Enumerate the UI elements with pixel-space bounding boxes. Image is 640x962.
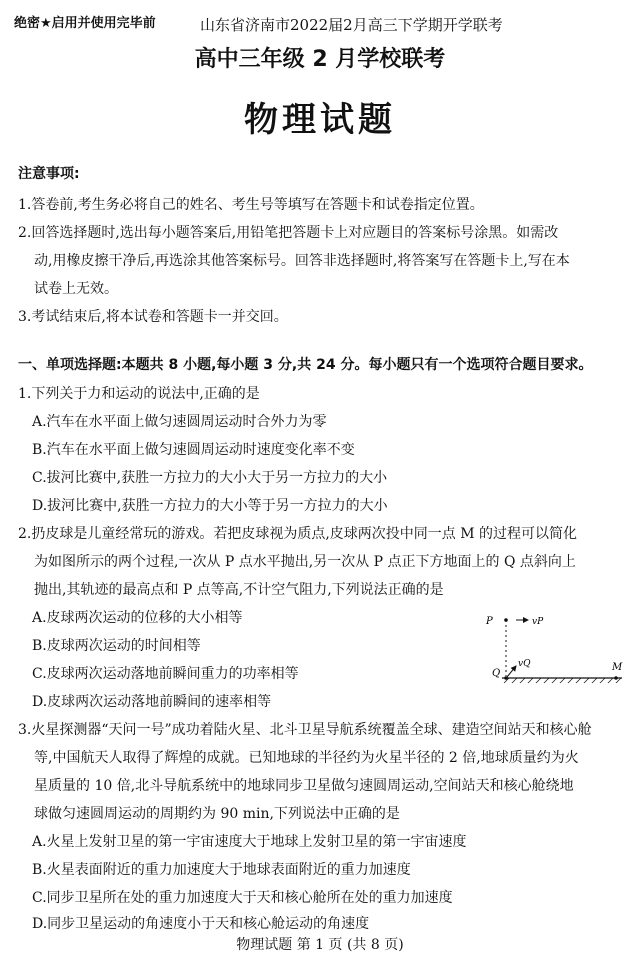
q3-stem-line: 3.火星探测器“天问一号”成功着陆火星、北斗卫星导航系统覆盖全球、建造空间站天和核心舱 <box>18 722 592 738</box>
q2-stem-line: 抛出,其轨迹的最高点和 P 点等高,不计空气阻力,下列说法正确的是 <box>34 582 444 598</box>
point-p <box>504 618 508 622</box>
notice-line: 2.回答选择题时,选出每小题答案后,用铅笔把答题卡上对应题目的答案标号涂黑。如需改 <box>18 225 559 241</box>
q2-option-a: A.皮球两次运动的位移的大小相等 <box>32 610 243 626</box>
notice-line: 3.考试结束后,将本试卷和答题卡一并交回。 <box>18 309 288 325</box>
q1-option-b: B.汽车在水平面上做匀速圆周运动时速度变化率不变 <box>32 442 355 458</box>
point-m <box>614 676 618 680</box>
secret-label: 绝密★启用并使用完毕前 <box>14 16 156 31</box>
page-footer: 物理试题 第 1 页 (共 8 页) <box>236 937 404 953</box>
projectile-diagram <box>476 606 626 692</box>
velocity-q-arrow <box>507 666 516 677</box>
q1-stem: 1.下列关于力和运动的说法中,正确的是 <box>18 386 260 402</box>
label-m: M <box>612 662 623 673</box>
section-heading: 一、单项选择题:本题共 8 小题,每小题 3 分,共 24 分。每小题只有一个选项符合题目要求。 <box>18 357 593 373</box>
page-title: 物理试题 <box>244 100 396 140</box>
q2-stem-line: 为如图所示的两个过程,一次从 P 点水平抛出,另一次从 P 点正下方地面上的 Q 点斜向上 <box>34 554 576 570</box>
q3-option-c: C.同步卫星所在处的重力加速度大于天和核心舱所在处的重力加速度 <box>32 890 453 906</box>
q3-stem-line: 星质量的 10 倍,北斗导航系统中的地球同步卫星做匀速圆周运动,空间站天和核心舱绕地 <box>34 778 574 794</box>
q3-stem-line: 球做匀速圆周运动的周期约为 90 min,下列说法中正确的是 <box>34 806 400 822</box>
q3-stem-line: 等,中国航天人取得了辉煌的成就。已知地球的半径约为火星半径的 2 倍,地球质量约为火 <box>34 750 579 766</box>
label-p: P <box>486 616 493 627</box>
notice-heading: 注意事项: <box>18 166 80 182</box>
q3-option-b: B.火星表面附近的重力加速度大于地球表面附近的重力加速度 <box>32 862 411 878</box>
label-vp: vP <box>532 617 544 627</box>
q1-option-d: D.拔河比赛中,获胜一方拉力的大小等于另一方拉力的大小 <box>32 498 388 514</box>
notice-line: 1.答卷前,考生务必将自己的姓名、考生号等填写在答题卡和试卷指定位置。 <box>18 197 484 213</box>
q1-option-c: C.拔河比赛中,获胜一方拉力的大小大于另一方拉力的大小 <box>32 470 388 486</box>
notice-line: 动,用橡皮擦干净后,再选涂其他答案标号。回答非选择题时,将答案写在答题卡上,写在本 <box>34 253 570 269</box>
ground-hatching <box>504 678 621 683</box>
q3-option-d: D.同步卫星运动的角速度小于天和核心舱运动的角速度 <box>32 916 370 932</box>
label-vq: vQ <box>518 659 531 669</box>
q1-option-a: A.汽车在水平面上做匀速圆周运动时合外力为零 <box>32 414 327 430</box>
exam-subtitle: 高中三年级 2 月学校联考 <box>194 47 446 72</box>
label-q: Q <box>492 668 501 679</box>
exam-source: 山东省济南市2022届2月高三下学期开学联考 <box>200 16 503 34</box>
q3-option-a: A.火星上发射卫星的第一宇宙速度大于地球上发射卫星的第一宇宙速度 <box>32 834 467 850</box>
notice-line: 试卷上无效。 <box>34 281 118 297</box>
q2-option-c: C.皮球两次运动落地前瞬间重力的功率相等 <box>32 666 299 682</box>
q2-option-b: B.皮球两次运动的时间相等 <box>32 638 201 654</box>
q2-stem-line: 2.扔皮球是儿童经常玩的游戏。若把皮球视为质点,皮球两次投中同一点 M 的过程可以简化 <box>18 526 578 542</box>
q2-option-d: D.皮球两次运动落地前瞬间的速率相等 <box>32 694 272 710</box>
